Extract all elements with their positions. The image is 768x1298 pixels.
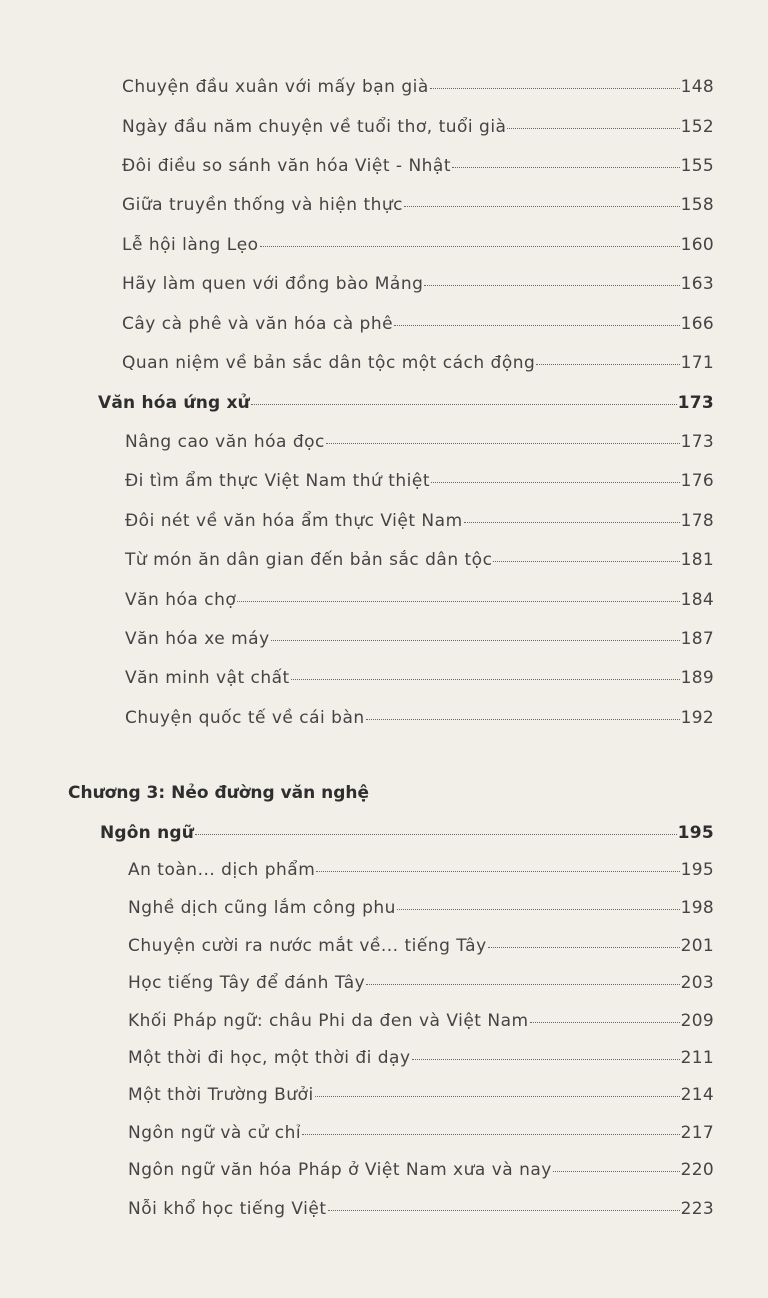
leader-dots — [328, 1210, 680, 1211]
toc-entry — [125, 589, 714, 611]
leader-dots — [536, 364, 679, 365]
toc-entry — [122, 313, 714, 335]
toc-entry — [122, 234, 714, 256]
page-number: 184 — [680, 590, 714, 610]
toc-entry — [125, 628, 714, 650]
entry-title: Nỗi khổ học tiếng Việt — [128, 1199, 327, 1219]
entry-title: Quan niệm về bản sắc dân tộc một cách động — [122, 353, 536, 373]
entry-title: Ngôn ngữ văn hóa Pháp ở Việt Nam xưa và nay — [128, 1160, 552, 1180]
entry-title: Văn minh vật chất — [125, 668, 290, 688]
toc-entry — [128, 1047, 714, 1069]
entry-title: Một thời đi học, một thời đi dạy — [128, 1048, 411, 1068]
toc-entry — [122, 116, 714, 138]
chapter-heading: Chương 3: Nẻo đường văn nghệ — [68, 783, 370, 803]
entry-title: Đôi điều so sánh văn hóa Việt - Nhật — [122, 156, 452, 176]
entry-title: Học tiếng Tây để đánh Tây — [128, 973, 366, 993]
toc-entry — [122, 352, 714, 374]
entry-title: Ngôn ngữ và cử chỉ — [128, 1123, 302, 1143]
page-number: 189 — [680, 668, 714, 688]
leader-dots — [452, 167, 680, 168]
page-number: 166 — [680, 314, 714, 334]
page-number: 211 — [680, 1048, 714, 1068]
leader-dots — [404, 206, 680, 207]
toc-entry — [125, 707, 714, 729]
toc-entry — [128, 1084, 714, 1106]
page-number: 217 — [680, 1123, 714, 1143]
leader-dots — [488, 947, 680, 948]
leader-dots — [315, 1096, 680, 1097]
leader-dots — [412, 1059, 680, 1060]
leader-dots — [195, 834, 677, 835]
entry-title: Đôi nét về văn hóa ẩm thực Việt Nam — [125, 511, 463, 531]
leader-dots — [394, 325, 680, 326]
leader-dots — [430, 88, 680, 89]
page-number: 158 — [680, 195, 714, 215]
page-number: 148 — [680, 77, 714, 97]
entry-title: Khối Pháp ngữ: châu Phi da đen và Việt Nam — [128, 1011, 529, 1031]
page-number: 192 — [680, 708, 714, 728]
toc-entry — [122, 273, 714, 295]
leader-dots — [507, 128, 679, 129]
entry-title: Cây cà phê và văn hóa cà phê — [122, 314, 394, 334]
page-number: 176 — [680, 471, 714, 491]
toc-entry — [122, 194, 714, 216]
page-number: 220 — [680, 1160, 714, 1180]
toc-entry — [128, 1198, 714, 1220]
entry-title: Đi tìm ẩm thực Việt Nam thứ thiệt — [125, 471, 431, 491]
entry-title: Chuyện quốc tế về cái bàn — [125, 708, 365, 728]
page-number: 181 — [680, 550, 714, 570]
entry-title: Văn hóa chợ — [125, 590, 237, 610]
leader-dots — [493, 561, 679, 562]
page-number: 173 — [677, 393, 714, 413]
entry-title: Từ món ăn dân gian đến bản sắc dân tộc — [125, 550, 493, 570]
toc-entry — [125, 667, 714, 689]
leader-dots — [530, 1022, 680, 1023]
entry-title: Hãy làm quen với đồng bào Mảng — [122, 274, 424, 294]
page-number: 173 — [680, 432, 714, 452]
page-number: 223 — [680, 1199, 714, 1219]
toc-entry — [128, 1010, 714, 1032]
section-title: Văn hóa ứng xử — [98, 393, 250, 413]
leader-dots — [302, 1134, 680, 1135]
leader-dots — [260, 246, 680, 247]
leader-dots — [316, 871, 679, 872]
leader-dots — [424, 285, 679, 286]
toc-entry — [125, 431, 714, 453]
leader-dots — [237, 601, 679, 602]
leader-dots — [431, 482, 680, 483]
leader-dots — [366, 719, 680, 720]
toc-section — [100, 822, 714, 844]
toc-section — [98, 392, 714, 414]
page-number: 203 — [680, 973, 714, 993]
toc-entry — [128, 1122, 714, 1144]
toc-entry — [125, 549, 714, 571]
page-number: 187 — [680, 629, 714, 649]
page-number: 209 — [680, 1011, 714, 1031]
toc-entry — [125, 470, 714, 492]
entry-title: Nâng cao văn hóa đọc — [125, 432, 325, 452]
entry-title: Chuyện cười ra nước mắt về... tiếng Tây — [128, 936, 487, 956]
leader-dots — [553, 1171, 680, 1172]
page-number: 160 — [680, 235, 714, 255]
toc-entry — [128, 935, 714, 957]
leader-dots — [366, 984, 679, 985]
leader-dots — [271, 640, 680, 641]
entry-title: Ngày đầu năm chuyện về tuổi thơ, tuổi già — [122, 117, 507, 137]
page-number: 195 — [677, 823, 714, 843]
page-number: 195 — [680, 860, 714, 880]
page-number: 201 — [680, 936, 714, 956]
entry-title: Nghề dịch cũng lắm công phu — [128, 898, 396, 918]
entry-title: Lễ hội làng Lẹo — [122, 235, 259, 255]
toc-entry — [125, 510, 714, 532]
toc-entry — [122, 155, 714, 177]
leader-dots — [291, 679, 680, 680]
toc-entry — [128, 1159, 714, 1181]
toc-entry — [122, 76, 714, 98]
leader-dots — [251, 404, 677, 405]
toc-entry — [128, 972, 714, 994]
section-title: Ngôn ngữ — [100, 823, 195, 843]
leader-dots — [326, 443, 680, 444]
page-number: 171 — [680, 353, 714, 373]
entry-title: Chuyện đầu xuân với mấy bạn già — [122, 77, 429, 97]
page-number: 152 — [680, 117, 714, 137]
page-number: 214 — [680, 1085, 714, 1105]
leader-dots — [397, 909, 680, 910]
page-number: 198 — [680, 898, 714, 918]
page-number: 178 — [680, 511, 714, 531]
entry-title: Giữa truyền thống và hiện thực — [122, 195, 404, 215]
entry-title: Một thời Trường Bưởi — [128, 1085, 314, 1105]
page-number: 155 — [680, 156, 714, 176]
toc-entry — [128, 897, 714, 919]
entry-title: Văn hóa xe máy — [125, 629, 270, 649]
page-number: 163 — [680, 274, 714, 294]
toc-entry — [128, 859, 714, 881]
entry-title: An toàn... dịch phẩm — [128, 860, 316, 880]
leader-dots — [464, 522, 680, 523]
